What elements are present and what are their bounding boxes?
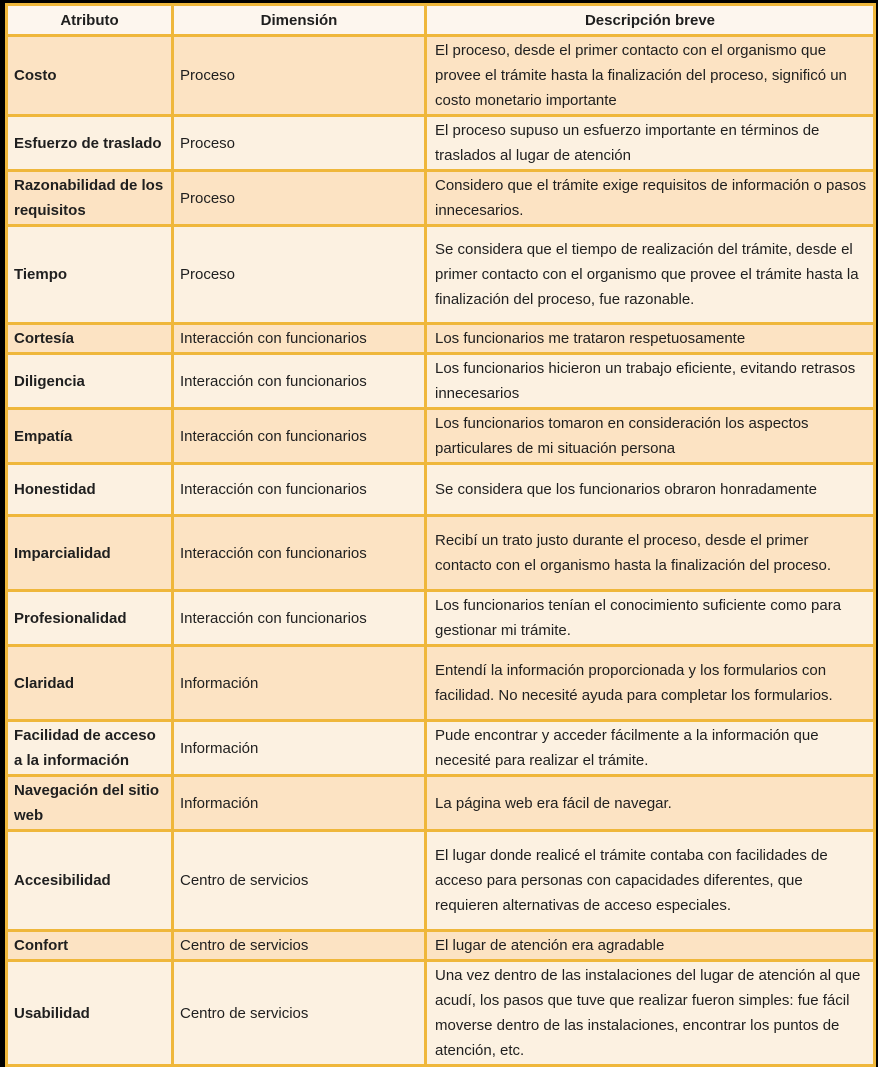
description-cell: Una vez dentro de las instalaciones del lugar de atención al que acudí, los pasos que tuve que realizar fueron simples: fue fácil moverse dentro de las instalaciones, encontrar los puntos de atención, etc. [426,961,875,1066]
table-row [7,226,875,324]
header-dimension: Dimensión [173,5,426,36]
description-cell: Los funcionarios me trataron respetuosamente [426,324,875,354]
table-row [7,721,875,776]
dimension-cell: Centro de servicios [173,831,426,931]
dimension-cell: Interacción con funcionarios [173,464,426,516]
table-row [7,776,875,831]
header-descripcion: Descripción breve [426,5,875,36]
attribute-cell: Imparcialidad [7,516,173,591]
table-row [7,931,875,961]
table-row [7,36,875,116]
table-row [7,591,875,646]
table-row [7,516,875,591]
attribute-cell: Facilidad de acceso a la información [7,721,173,776]
dimension-cell: Interacción con funcionarios [173,516,426,591]
description-cell: Se considera que los funcionarios obraron honradamente [426,464,875,516]
table-row [7,324,875,354]
table-row [7,409,875,464]
description-cell: Pude encontrar y acceder fácilmente a la información que necesité para realizar el trámite. [426,721,875,776]
dimension-cell: Proceso [173,171,426,226]
table-header-row [7,5,875,36]
attribute-cell: Usabilidad [7,961,173,1066]
description-cell: Se considera que el tiempo de realización del trámite, desde el primer contacto con el organismo que provee el trámite hasta la finalización del proceso, fue razonable. [426,226,875,324]
dimension-cell: Proceso [173,116,426,171]
table-row [7,646,875,721]
dimension-cell: Proceso [173,226,426,324]
table-row [7,464,875,516]
description-cell: Los funcionarios hicieron un trabajo eficiente, evitando retrasos innecesarios [426,354,875,409]
attribute-cell: Costo [7,36,173,116]
dimension-cell: Información [173,776,426,831]
attribute-cell: Profesionalidad [7,591,173,646]
attribute-cell: Esfuerzo de traslado [7,116,173,171]
attribute-cell: Honestidad [7,464,173,516]
table-row [7,354,875,409]
header-atributo: Atributo [7,5,173,36]
description-cell: El lugar donde realicé el trámite contaba con facilidades de acceso para personas con capacidades diferentes, que requieren alternativas de acceso especiales. [426,831,875,931]
description-cell: El lugar de atención era agradable [426,931,875,961]
dimension-cell: Centro de servicios [173,961,426,1066]
description-cell: Los funcionarios tenían el conocimiento suficiente como para gestionar mi trámite. [426,591,875,646]
attribute-cell: Confort [7,931,173,961]
dimension-cell: Información [173,721,426,776]
description-cell: El proceso, desde el primer contacto con el organismo que provee el trámite hasta la finalización del proceso, significó un costo monetario importante [426,36,875,116]
description-cell: Considero que el trámite exige requisitos de información o pasos innecesarios. [426,171,875,226]
description-cell: Los funcionarios tomaron en consideración los aspectos particulares de mi situación persona [426,409,875,464]
description-cell: La página web era fácil de navegar. [426,776,875,831]
table-row [7,171,875,226]
description-cell: El proceso supuso un esfuerzo importante en términos de traslados al lugar de atención [426,116,875,171]
dimension-cell: Interacción con funcionarios [173,324,426,354]
dimension-cell: Interacción con funcionarios [173,409,426,464]
attribute-cell: Navegación del sitio web [7,776,173,831]
attribute-cell: Accesibilidad [7,831,173,931]
description-cell: Recibí un trato justo durante el proceso, desde el primer contacto con el organismo hasta la finalización del proceso. [426,516,875,591]
attribute-cell: Razonabilidad de los requisitos [7,171,173,226]
attribute-cell: Empatía [7,409,173,464]
dimension-cell: Interacción con funcionarios [173,354,426,409]
attribute-cell: Tiempo [7,226,173,324]
dimension-cell: Proceso [173,36,426,116]
attribute-cell: Cortesía [7,324,173,354]
table-row [7,961,875,1066]
table-row [7,831,875,931]
attribute-cell: Diligencia [7,354,173,409]
dimension-cell: Interacción con funcionarios [173,591,426,646]
attributes-table [5,3,876,1067]
description-cell: Entendí la información proporcionada y los formularios con facilidad. No necesité ayuda para completar los formularios. [426,646,875,721]
dimension-cell: Información [173,646,426,721]
table-body [7,36,875,1066]
table-row [7,116,875,171]
dimension-cell: Centro de servicios [173,931,426,961]
attribute-cell: Claridad [7,646,173,721]
